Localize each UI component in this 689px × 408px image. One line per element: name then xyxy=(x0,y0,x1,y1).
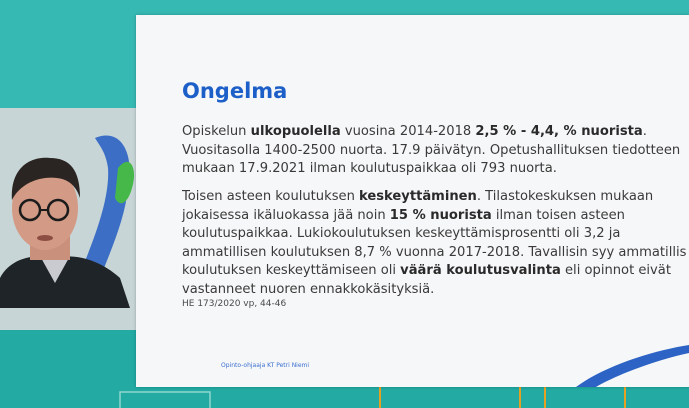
paragraph-line: koulutuspaikkaa. Lukiokoulutuksen keskeyttämisprosentti oli 3,2 ja xyxy=(182,226,621,241)
paragraph-line: mukaan 17.9.2021 ilman koulutuspaikkaa oli 793 nuorta. xyxy=(182,161,557,176)
paragraph-line: vastanneet nuoren ennakkokäsityksiä. xyxy=(182,281,435,297)
paragraph-line: Toisen asteen koulutuksen keskeyttäminen. Tilastokeskuksen mukaan xyxy=(182,189,654,204)
reference-note: HE 173/2020 vp, 44-46 xyxy=(182,299,287,309)
presenter-video xyxy=(0,108,140,308)
presentation-slide xyxy=(136,15,689,387)
slide-footer: Opinto-ohjaaja KT Petri Niemi xyxy=(221,362,310,369)
paragraph-ulkopuolella xyxy=(182,123,689,179)
paragraph-line: jokaisessa ikäluokassa jää noin 15 % nuorista ilman toisen asteen xyxy=(182,207,625,223)
paragraph-line: Vuositasolla 1400-2500 nuorta. 17.9 päivätyn. Opetushallituksen tiedotteen xyxy=(182,142,681,158)
paragraph-line: Opiskelun ulkopuolella vuosina 2014-2018 2,5 % - 4,4, % nuorista. xyxy=(182,124,647,139)
slide-title: Ongelma xyxy=(182,79,288,103)
paragraph-line: ammatillisen koulutuksen 8,7 % vuonna 2017-2018. Tavallisin syy ammatillis xyxy=(182,244,687,260)
paragraph-line: koulutuksen keskeyttämiseen oli väärä koulutusvalinta eli opinnot eivät xyxy=(182,263,671,278)
paragraph-keskeyttaminen xyxy=(182,188,689,299)
